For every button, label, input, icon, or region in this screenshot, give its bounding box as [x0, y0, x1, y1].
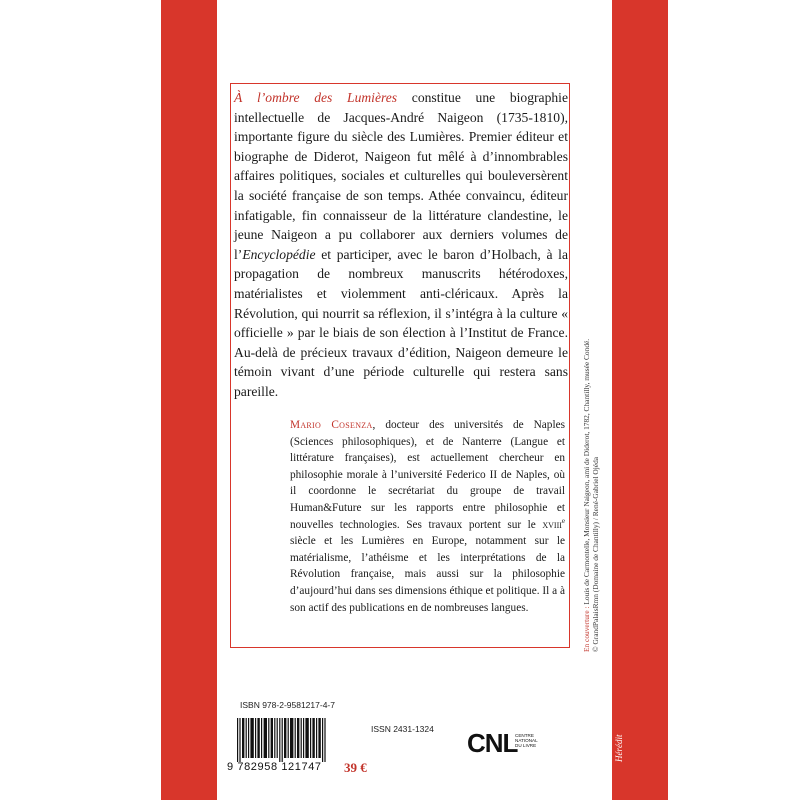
credit-prefix: En couverture :: [582, 604, 591, 652]
price: 39 €: [344, 760, 367, 775]
author-bio-text-2: siècle et les Lumières en Europe, notamment sur le matérialisme, l’athéisme et les interprétations de la Révolution française, mais aussi sur la philosophie d’aujourd’hui dans ses dimensions éthique et politique. Il a à son actif des publications en de nombreuses langues.: [290, 535, 565, 614]
book-title: À l’ombre des Lumières: [234, 90, 398, 105]
left-red-band: [161, 0, 217, 800]
author-bio-text-1: , docteur des universités de Naples (Sciences philosophiques), et de Nanterre (Langue et littérature françaises), est actuellement chercheur en philosophie morale à l’université Federico II de Naples, où il coordonne le secrétariat du groupe de travail Human&Future sur les rapports entre philosophie et nouvelles technologies. Ses travaux portent sur le: [290, 419, 566, 531]
right-red-band: [612, 0, 668, 800]
credit-line-2: © GrandPalaisRmn (Domaine de Chantilly) / René-Gabriel Ojéda: [591, 456, 600, 652]
isbn-label: ISBN 978-2-9581217-4-7: [240, 700, 335, 710]
barcode-icon: [233, 718, 331, 762]
century-superscript: e: [561, 516, 565, 525]
summary-text-1: constitue une biographie intellectuelle de Jacques-André Naigeon (1735-1810), importante figure du siècle des Lumières. Premier éditeur et biographe de Diderot, Naigeon fut mêlé à d’innombrables affaires politiques, sociales et culturelles qui bouleversèrent la société française de son temps. Athée convaincu, éditeur infatigable, fin connaisseur de la littérature clandestine, le jeune Naigeon a pu collaborer aux derniers volumes de l’: [234, 90, 568, 262]
barcode-digits: 9 782958 121747: [227, 761, 322, 773]
issn-label: ISSN 2431-1324: [371, 724, 434, 734]
cover-image-credit: [582, 292, 608, 652]
summary-text-2: et participer, avec le baron d’Holbach, à la propagation de nombreux manuscrits hétérodoxes, matérialistes et violemment anti-cléricaux. Après la Révolution, qui nourrit sa réflexion, il s’intégra à la culture « officielle » par le biais de son élection à l’Institut de France. Au-delà de précieux travaux d’édition, Naigeon demeure le témoin vivant d’une période culturelle qui restera sans pareille.: [234, 246, 568, 399]
author-name: Mario Cosenza: [290, 419, 373, 431]
century-numeral: xviii: [542, 518, 562, 531]
book-summary: [234, 88, 568, 402]
cnl-logo: CNL: [467, 728, 518, 758]
credit-text: Louis de Carmontelle, Monsieur Naigeon, ami de Diderot, 1782, Chantilly, musée Condé.: [582, 338, 591, 605]
encyclopedie-title: Encyclopédie: [242, 246, 316, 262]
cnl-logo-caption: CENTRE NATIONAL DU LIVRE: [515, 733, 538, 748]
author-bio: [290, 417, 565, 616]
credit-line-1: [582, 292, 591, 652]
publisher-logo: Hérédit: [614, 734, 624, 762]
